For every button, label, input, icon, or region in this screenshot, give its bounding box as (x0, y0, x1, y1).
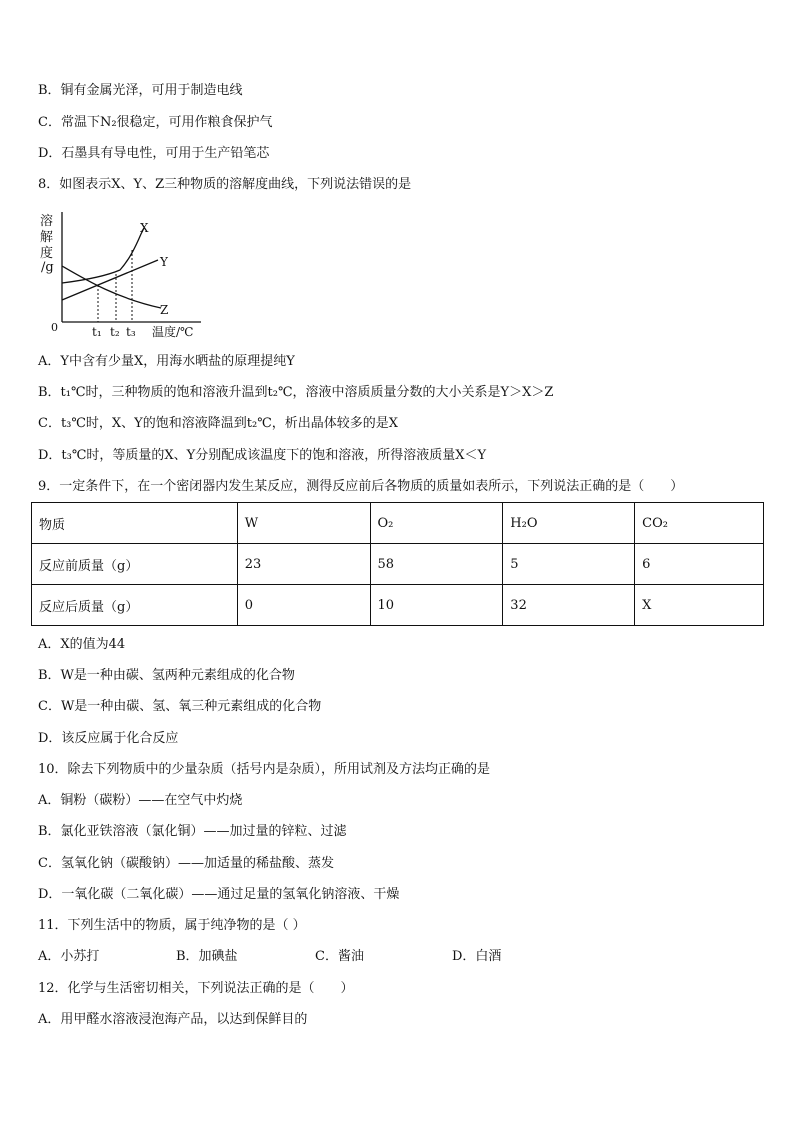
tick-t1: t₁ (92, 325, 102, 339)
y-axis-label-char-2: 解 (40, 230, 54, 245)
question-8-stem: 8．如图表示X、Y、Z三种物质的溶解度曲线，下列说法错误的是 (38, 177, 412, 192)
q10-option-a: A．铜粉（碳粉）——在空气中灼烧 (38, 793, 243, 808)
q9-option-d: D．该反应属于化合反应 (38, 731, 179, 746)
mass-table (31, 502, 764, 626)
q11-option-c: C．酱油 (315, 949, 364, 964)
table-cell: 10 (370, 585, 503, 626)
table-header-row (32, 503, 764, 544)
table-header-cell: W (237, 503, 370, 544)
x-axis-label: 温度/℃ (152, 325, 194, 339)
solubility-curve-svg (36, 210, 206, 340)
q10-option-b: B．氯化亚铁溶液（氯化铜）——加过量的锌粒、过滤 (38, 824, 347, 839)
table-cell: 32 (503, 585, 635, 626)
q10-option-c: C．氢氧化钠（碳酸钠）——加适量的稀盐酸、蒸发 (38, 856, 334, 871)
q10-option-d: D．一氧化碳（二氧化碳）——通过足量的氢氧化钠溶液、干燥 (38, 887, 400, 902)
q11-option-d: D．白酒 (452, 949, 502, 964)
q8-option-c: C．t₃℃时，X、Y的饱和溶液降温到t₂℃，析出晶体较多的是X (38, 416, 398, 431)
curve-y (62, 260, 158, 300)
table-header-cell: H₂O (503, 503, 635, 544)
solubility-curve-figure (36, 210, 206, 344)
curve-label-y: Y (160, 255, 168, 269)
table-cell: 0 (237, 585, 370, 626)
curve-label-z: Z (160, 303, 169, 317)
table-header-cell: 物质 (32, 503, 238, 544)
y-axis-label-char-1: 溶 (40, 214, 54, 229)
question-10-stem: 10．除去下列物质中的少量杂质（括号内是杂质），所用试剂及方法均正确的是 (38, 762, 491, 777)
table-header-cell: CO₂ (635, 503, 764, 544)
y-axis-unit: /g (41, 260, 54, 275)
q8-option-d: D．t₃℃时，等质量的X、Y分别配成该温度下的饱和溶液，所得溶液质量X＜Y (38, 448, 487, 463)
q7-option-c: C．常温下N₂很稳定，可用作粮食保护气 (38, 115, 273, 130)
q11-option-b: B．加碘盐 (176, 949, 238, 964)
origin-label: 0 (51, 321, 58, 334)
table-cell: 反应前质量（g） (32, 544, 238, 585)
table-cell: 反应后质量（g） (32, 585, 238, 626)
q12-option-a: A．用甲醛水溶液浸泡海产品，以达到保鲜目的 (38, 1012, 308, 1027)
question-9-stem: 9．一定条件下，在一个密闭器内发生某反应，测得反应前后各物质的质量如表所示，下列说法正确的是（ ） (38, 479, 684, 494)
table-header-cell: O₂ (370, 503, 503, 544)
table-row (32, 544, 764, 585)
table-cell: 5 (503, 544, 635, 585)
q7-option-b: B．铜有金属光泽，可用于制造电线 (38, 83, 243, 98)
table-cell: X (635, 585, 764, 626)
table-row (32, 585, 764, 626)
q8-option-a: A．Y中含有少量X，用海水晒盐的原理提纯Y (38, 354, 295, 369)
curve-label-x: X (140, 221, 149, 235)
q9-option-c: C．W是一种由碳、氢、氧三种元素组成的化合物 (38, 699, 322, 714)
curve-z (62, 266, 161, 308)
q8-option-b: B．t₁℃时，三种物质的饱和溶液升温到t₂℃，溶液中溶质质量分数的大小关系是Y＞X＞Z (38, 385, 554, 400)
q9-option-a: A．X的值为44 (38, 637, 126, 652)
tick-t2: t₂ (110, 325, 120, 339)
tick-t3: t₃ (126, 325, 136, 339)
q11-options (38, 948, 501, 966)
q7-option-d: D．石墨具有导电性，可用于生产铅笔芯 (38, 146, 270, 161)
table-cell: 6 (635, 544, 764, 585)
y-axis-label-char-3: 度 (40, 246, 54, 261)
table-cell: 58 (370, 544, 503, 585)
question-12-stem: 12．化学与生活密切相关，下列说法正确的是（ ） (38, 981, 354, 996)
question-11-stem: 11．下列生活中的物质，属于纯净物的是（ ） (38, 918, 306, 933)
table-cell: 23 (237, 544, 370, 585)
q11-option-a: A．小苏打 (38, 949, 100, 964)
q9-option-b: B．W是一种由碳、氢两种元素组成的化合物 (38, 668, 295, 683)
